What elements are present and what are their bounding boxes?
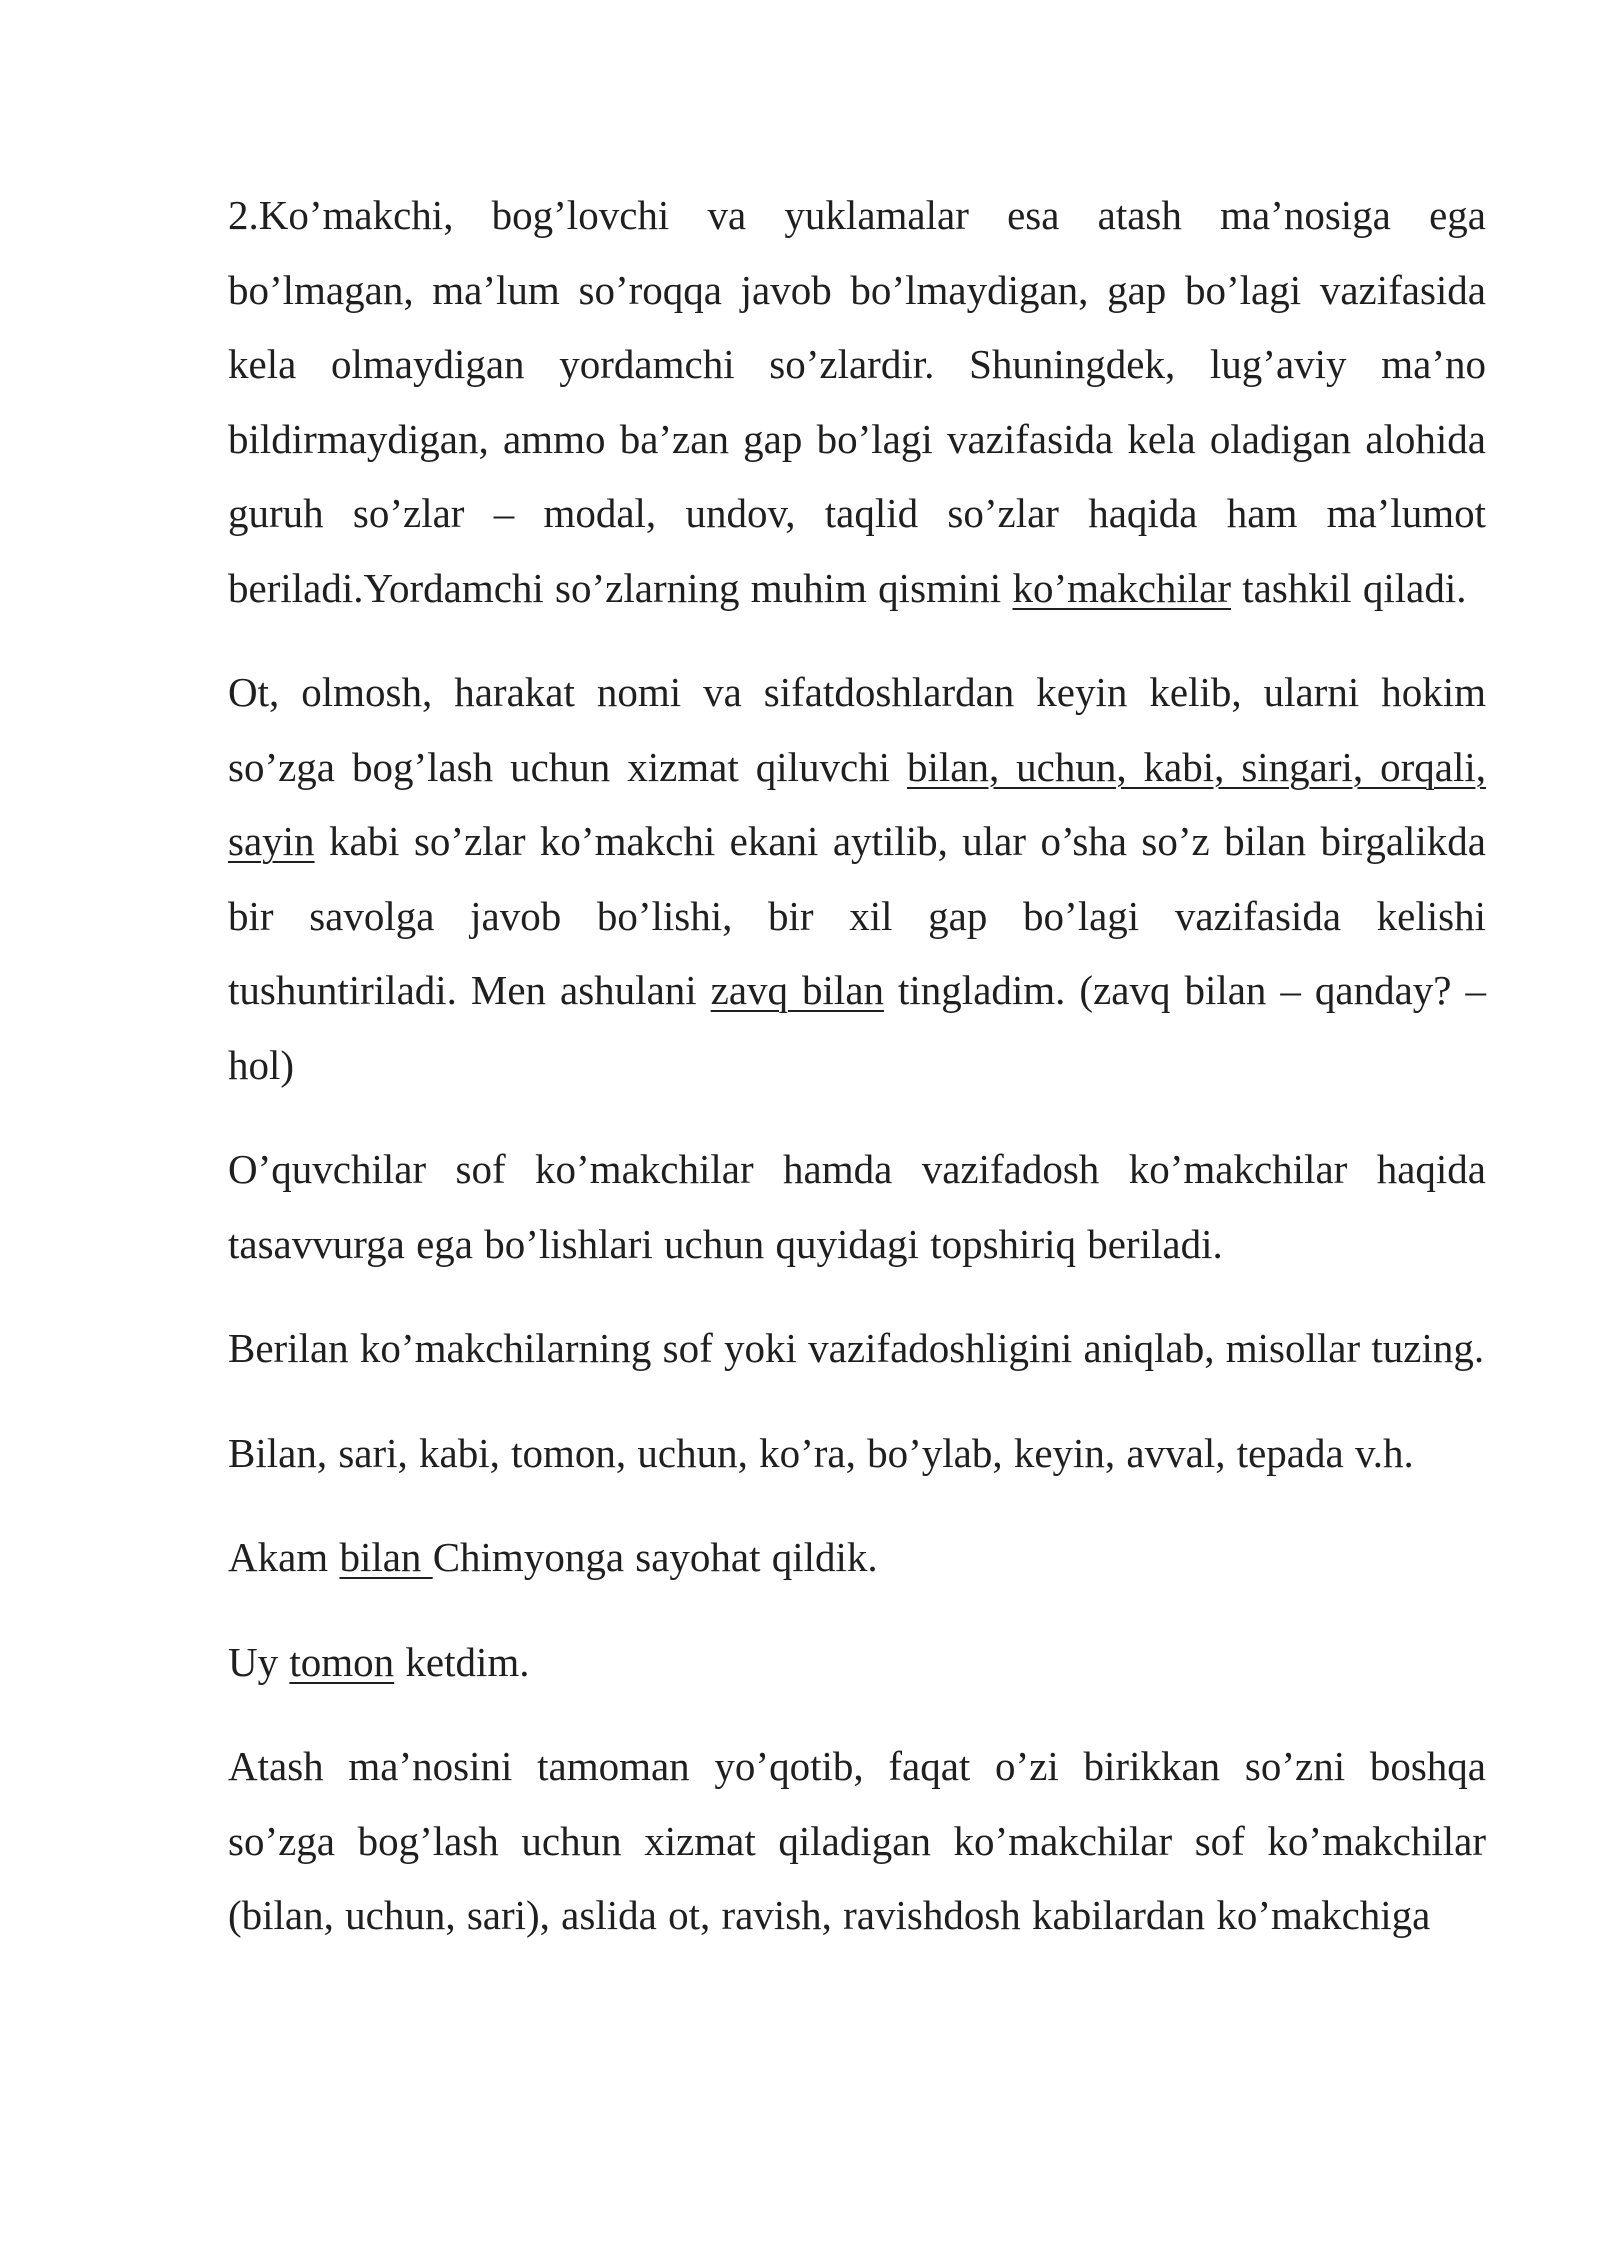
paragraph-task: Berilan ko’makchilarning sof yoki vazifadoshligini aniqlab, misollar tuzing. xyxy=(228,1325,1485,1371)
paragraph-word-list: Bilan, sari, kabi, tomon, uchun, ko’ra, bo’ylab, keyin, avval, tepada v.h. xyxy=(228,1429,1414,1476)
underlined-term: bilan, uchun, kabi, singari, orqali, sayin xyxy=(228,743,1486,864)
paragraph-pure-postpositions: Atash ma’nosini tamoman yo’qotib, faqat o’zi birikkan so’zni boshqa so’zga bog’lash uchun xizmat qiladigan ko’makchilar sof ko’makchilar (bilan, uchun, sari), aslida ot, ravish, ravishdosh kabilardan ko’makchiga xyxy=(228,1743,1486,1938)
paragraph-text: Ot, olmosh, harakat nomi va sifatdoshlardan keyin kelib, ularni hokim so’zga bog’lash uchun xizmat qiluvchi xyxy=(228,669,1486,790)
paragraph-text: Akam xyxy=(228,1534,340,1580)
paragraph-text: tashkil qiladi. xyxy=(1231,564,1467,611)
paragraph-text: Uy xyxy=(228,1638,290,1685)
paragraph-text: tingladim. (zavq bilan – qanday? – hol) xyxy=(228,967,1486,1088)
underlined-term: tomon xyxy=(289,1638,395,1685)
paragraph-text: 2.Ko’makchi, bog’lovchi va yuklamalar esa atash ma’nosiga ega bo’lmagan, ma’lum so’roqqa javob bo’lmaydigan, gap bo’lagi vazifasida kela olmaydigan yordamchi so’zlardir. Shuningdek, lug’aviy ma’no bildirmaydigan, ammo ba’zan gap bo’lagi vazifasida kela oladigan alohida guruh so’zlar – modal, undov, taqlid so’zlar haqida ham ma’lumot beriladi.Yordamchi so’zlarning muhim qismini xyxy=(228,192,1486,611)
paragraph-task-intro: O’quvchilar sof ko’makchilar hamda vazifadosh ko’makchilar haqida tasavvurga ega bo’lishlari uchun quyidagi topshiriq beriladi. xyxy=(228,1146,1486,1267)
document-page xyxy=(228,178,1486,1983)
underlined-term: bilan xyxy=(339,1534,433,1580)
paragraph-example-1 xyxy=(228,1520,1486,1595)
underlined-term: zavq bilan xyxy=(710,967,885,1013)
underlined-term: ko’makchilar xyxy=(1012,564,1232,611)
paragraph-example-2 xyxy=(228,1625,1486,1700)
paragraph-text: ketdim. xyxy=(394,1638,530,1685)
paragraph-postpositions xyxy=(228,655,1486,1102)
paragraph-auxiliary-words xyxy=(228,178,1486,625)
paragraph-text: kabi so’zlar ko’makchi ekani aytilib, ular o’sha so’z bilan birgalikda bir savolga javob bo’lishi, bir xil gap bo’lagi vazifasida kelishi tushuntiriladi. Men ashulani xyxy=(228,818,1486,1013)
paragraph-text: Chimyonga sayohat qildik. xyxy=(432,1534,878,1580)
